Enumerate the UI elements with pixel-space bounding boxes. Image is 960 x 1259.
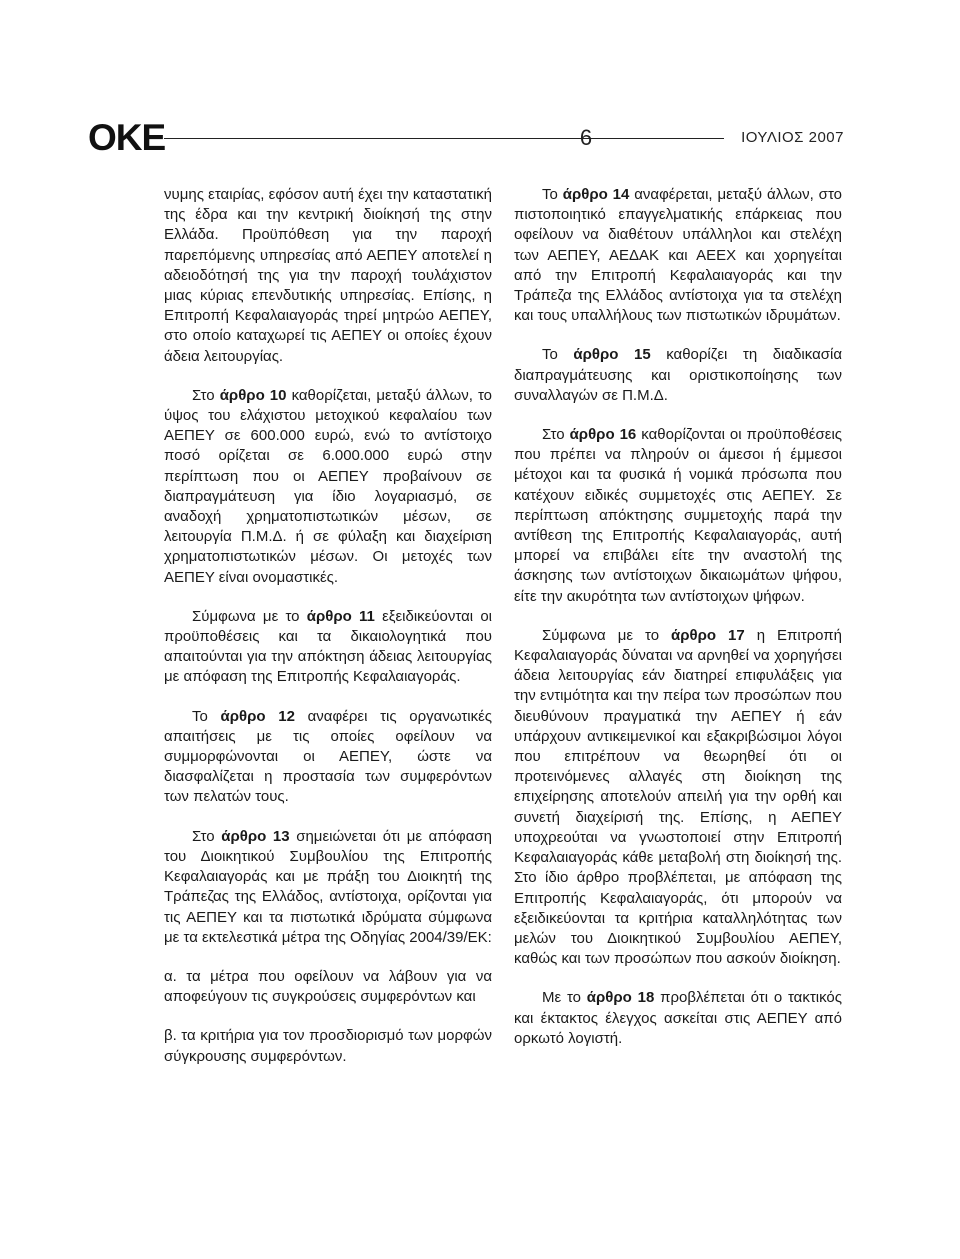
article-ref: άρθρο 17 [671, 626, 745, 644]
publication-logo: ΟΚΕ [88, 117, 166, 158]
paragraph-text: α. τα μέτρα που οφείλουν να λάβουν για να αποφεύγουν τις συγκρούσεις συμφερόντων και [164, 967, 492, 1006]
issue-date: ΙΟΥΛΙΟΣ 2007 [741, 129, 844, 146]
paragraph-text: εξειδικεύονται οι προϋποθέσεις και τα δικαιολογητικά που απαιτούνται για την απόκτηση άδειας λειτουργίας με απόφαση της Επιτροπής Κεφαλαιαγοράς. [164, 607, 492, 686]
paragraph-text: προβλέπεται ότι ο τακτικός και έκτακτος έλεγχος ασκείται στις ΑΕΠΕΥ από ορκωτό λογιστή. [514, 989, 842, 1047]
paragraph-text: Το [542, 346, 574, 364]
paragraph-text: αναφέρεται, μεταξύ άλλων, στο πιστοποιητικό επαγγελματικής επάρκειας που οφείλουν να διαθέτουν υπάλληλοι και στελέχη των ΑΕΠΕΥ, ΑΕΔΑΚ και ΑΕΕΧ και χορηγείται από την Επιτροπή Κεφαλαιαγοράς και την Τράπεζα της Ελλάδος αντίστοιχα για τα στελέχη και τους υπαλλήλους των πιστωτικών ιδρυμάτων. [514, 186, 842, 325]
page-header [88, 118, 844, 158]
paragraph-article-14 [514, 185, 842, 326]
article-ref: άρθρο 12 [220, 707, 295, 725]
page-number: 6 [579, 125, 593, 150]
header-rule-left [164, 138, 566, 139]
paragraph-article-16 [514, 425, 842, 607]
paragraph-article-11 [164, 607, 492, 688]
list-item-a [164, 967, 492, 1007]
paragraph-article-10 [164, 386, 492, 588]
article-ref: άρθρο 18 [586, 989, 655, 1007]
list-item-b [164, 1026, 492, 1066]
paragraph [164, 185, 492, 367]
article-ref: άρθρο 15 [573, 346, 651, 364]
paragraph-text: Σύμφωνα με το [542, 626, 672, 644]
paragraph-text: σημειώνεται ότι με απόφαση του Διοικητικού Συμβουλίου της Επιτροπής Κεφαλαιαγοράς και με πράξη του Διοικητή της Τράπεζας της Ελλάδος, αντίστοιχα, ορίζονται για τις ΑΕΠΕΥ και τα πιστωτικά ιδρύματα σύμφωνα με τα εκτελεστικά μέτρα της Οδηγίας 2004/39/ΕΚ: [164, 827, 493, 946]
paragraph-text: καθορίζει τη διαδικασία διαπραγμάτευσης και οριστικοποίησης των συναλλαγών σε Π.Μ.Δ. [514, 346, 842, 404]
paragraph-text: Στο [542, 426, 570, 444]
paragraph-article-18 [514, 988, 842, 1049]
paragraph-text: Με το [542, 989, 587, 1007]
paragraph-article-12 [164, 707, 492, 808]
left-column [164, 185, 492, 1086]
paragraph-text: καθορίζονται οι προϋποθέσεις που πρέπει να πληρούν οι άμεσοι ή έμμεσοι μέτοχοι και τα φυσικά ή νομικά πρόσωπα που κατέχουν ειδικές συμμετοχές στις ΑΕΠΕΥ. Σε περίπτωση απόκτησης συμμετοχής παρά την αντίθεση της Επιτροπής Κεφαλαιαγοράς, αυτή μπορεί να επιβάλει είτε την αναστολή της άσκησης των αντίστοιχων δικαιωμάτων ψήφου, είτε την ακυρότητα των αντίστοιχων ψήφων. [514, 426, 842, 605]
article-ref: άρθρο 10 [219, 386, 287, 404]
header-rule-right [528, 138, 724, 139]
article-ref: άρθρο 14 [562, 186, 630, 203]
paragraph-text: αναφέρει τις οργανωτικές απαιτήσεις με τις οποίες οφείλουν να συμμορφώνονται οι ΑΕΠΕΥ, ώστε να διασφαλίζεται η προστασία των συμφερόντων των πελατών τους. [164, 707, 492, 806]
paragraph-text: β. τα κριτήρια για τον προσδιορισμό των μορφών σύγκρουσης συμφερόντων. [164, 1027, 492, 1065]
paragraph-text: Το [192, 707, 221, 725]
paragraph-article-17 [514, 626, 842, 969]
right-column [514, 185, 842, 1068]
paragraph-text: νυμης εταιρίας, εφόσον αυτή έχει την καταστατική της έδρα και την κεντρική διοίκησή της στην Ελλάδα. Προϋπόθεση για την παροχή παρεπόμενης υπηρεσίας από ΑΕΠΕΥ αποτελεί η αδειοδότησή της για την παροχή τουλάχιστον μιας κύριας επενδυτικής υπηρεσίας. Επίσης, η Επιτροπή Κεφαλαιαγοράς τηρεί μητρώο ΑΕΠΕΥ, στο οποίο καταχωρεί τις ΑΕΠΕΥ οι οποίες έχουν άδεια λειτουργίας. [164, 186, 492, 365]
article-ref: άρθρο 11 [306, 607, 375, 625]
paragraph-article-13 [164, 827, 492, 948]
paragraph-text: Στο [192, 386, 220, 404]
article-ref: άρθρο 16 [569, 426, 637, 444]
paragraph-article-15 [514, 345, 842, 406]
paragraph-text: η Επιτροπή Κεφαλαιαγοράς δύναται να αρνηθεί να χορηγήσει άδεια λειτουργίας εάν διατηρεί επιφυλάξεις για την εντιμότητα και την πείρα των προσώπων που διευθύνουν πραγματικά την ΑΕΠΕΥ ή εάν υπάρχουν αντικειμενικοί και εξακριβώσιμοι λόγοι που επιτρέπουν να θεωρηθεί ότι οι προτεινόμενες αλλαγές στη διοίκηση της επιχείρησης αποτελούν απειλή για την ορθή και συνετή διαχείρισή της. Επίσης, η ΑΕΠΕΥ υποχρεούται να γνωστοποιεί στην Επιτροπή Κεφαλαιαγοράς κάθε μεταβολή στη διοίκησή της. Στο ίδιο άρθρο προβλέπεται, με απόφαση της Επιτροπής Κεφαλαιαγοράς, ότι μπορούν να εξειδικεύονται τα κριτήρια καταλληλότητας των μελών του Διοικητικού Συμβουλίου ΑΕΠΕΥ, καθώς και των προσώπων που ασκούν διοίκηση. [514, 626, 842, 968]
paragraph-text: Στο [192, 827, 222, 845]
paragraph-text: καθορίζεται, μεταξύ άλλων, το ύψος του ελάχιστου μετοχικού κεφαλαίου των ΑΕΠΕΥ σε 600.000 ευρώ, ενώ το αντίστοιχο ποσό ορίζεται σε 6.000.000 ευρώ στην περίπτωση που οι ΑΕΠΕΥ προβαίνουν σε διαπραγμάτευση για ίδιο λογαριασμό, σε αναδοχή χρηματοπιστωτικών μέσων, σε λειτουργία Π.Μ.Δ. ή σε φύλαξη και διαχείριση χρηματοπιστωτικών μέσων. Οι μετοχές των ΑΕΠΕΥ είναι ονομαστικές. [164, 386, 493, 586]
article-ref: άρθρο 13 [221, 827, 290, 845]
paragraph-text: Σύμφωνα με το [192, 607, 307, 625]
paragraph-text: Το [542, 186, 563, 203]
